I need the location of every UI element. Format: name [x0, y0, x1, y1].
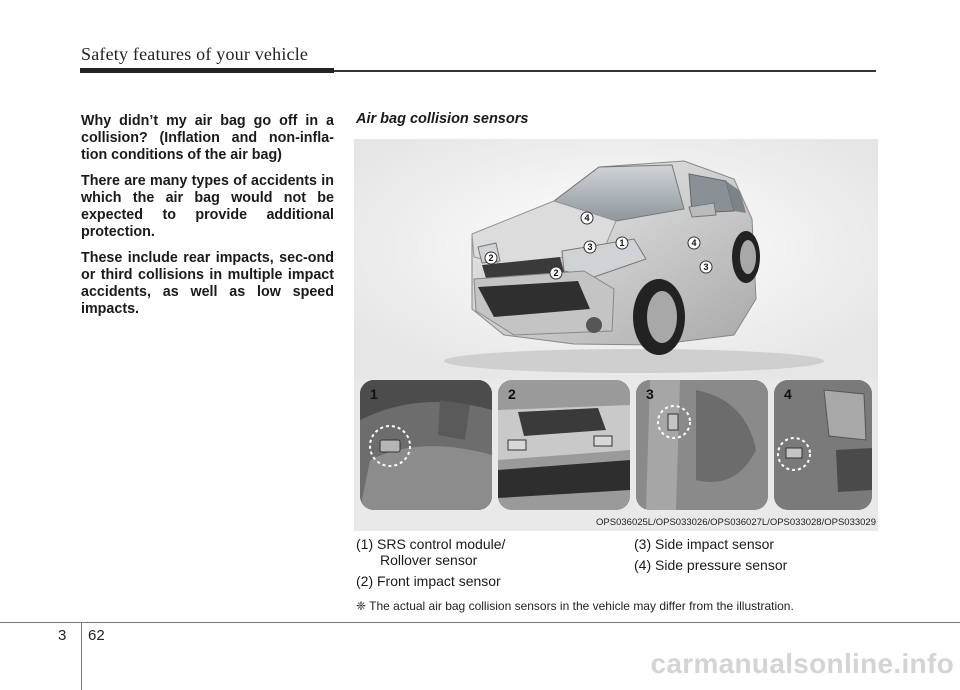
legend-item-3: (3) Side impact sensor	[634, 536, 775, 552]
detail-panel-3	[636, 380, 768, 510]
paragraph-2: These include rear impacts, sec-ond or third collisions in multiple impact accidents, as well as low speed impacts.	[81, 250, 334, 317]
legend-item-2: (2) Front impact sensor	[356, 573, 501, 589]
panel-3-number: 3	[646, 386, 654, 402]
legend-left	[356, 536, 505, 594]
detail-panel-2	[498, 380, 630, 510]
question-text: Why didn’t my air bag go off in a collision? (Inflation and non-infla-tion conditions of the air bag)	[81, 113, 334, 163]
chapter-number: 3	[58, 627, 67, 644]
legend-item-1-line-2: Rollover sensor	[380, 552, 478, 568]
car-illustration	[354, 139, 878, 379]
callout-main-5: 2	[488, 253, 494, 263]
section-heading: Air bag collision sensors	[356, 111, 529, 127]
left-column	[81, 113, 334, 327]
header-rule-accent	[80, 68, 334, 73]
detail-panel-1	[360, 380, 492, 510]
footer-divider	[81, 622, 82, 690]
detail-panel-4	[774, 380, 872, 510]
illustration-note: ❈ The actual air bag collision sensors in the vehicle may differ from the illustration.	[356, 599, 794, 613]
legend-item-1	[356, 536, 505, 568]
panel-4-number: 4	[784, 386, 792, 402]
page-header-title: Safety features of your vehicle	[81, 44, 309, 64]
callout-main-3: 1	[619, 238, 625, 248]
watermark: carmanualsonline.info	[650, 648, 954, 679]
callout-main-2: 3	[587, 242, 593, 252]
page-number: 62	[88, 627, 105, 644]
legend-item-4: (4) Side pressure sensor	[634, 557, 788, 573]
callout-main-7: 3	[703, 262, 709, 272]
legend-right	[634, 536, 787, 578]
panel-1-number: 1	[370, 386, 378, 402]
panel-2-number: 2	[508, 386, 516, 402]
figure-code: OPS036025L/OPS033026/OPS036027L/OPS033028/OPS033029	[596, 517, 876, 528]
sensor-figure	[354, 139, 878, 531]
paragraph-1: There are many types of accidents in which the air bag would not be expected to provide additional protection.	[81, 173, 334, 240]
callout-main-6: 2	[553, 268, 559, 278]
callout-main-1: 4	[584, 213, 590, 223]
legend-item-1-line-1: (1) SRS control module/	[356, 536, 506, 552]
callout-main-4: 4	[691, 238, 697, 248]
footer-rule	[0, 622, 960, 623]
